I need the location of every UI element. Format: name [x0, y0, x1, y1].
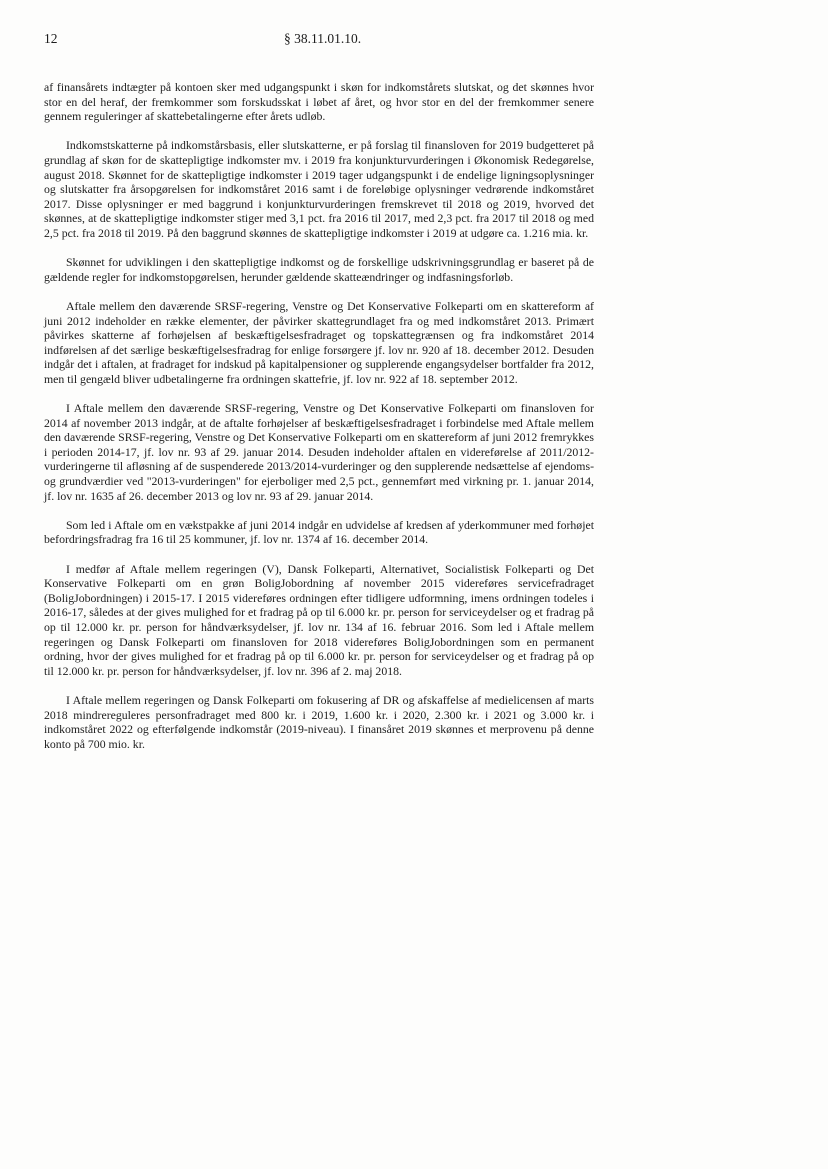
paragraph-tax-reform-2012: Aftale mellem den daværende SRSF-regering, Venstre og Det Konservative Folkeparti om en skattereform af juni 2012 indeholder en række elementer, der påvirker skattegrundlaget fra og med indkomståret 2013. Primært påvirkes skatterne af forhøjelsen af beskæftigelsesfradraget og topskattegrænsen og fra indkomståret 2014 indførelsen af det særlige beskæftigelsesfradrag for enlige forsørgere jf. lov nr. 920 af 18. december 2012. Desuden indgår det i aftalen, at fradraget for indskud på kapitalpensioner og supplerende engangsydelser bortfalder fra 2012, men til gengæld bliver udbetalingerne fra ordningen skattefrie, jf. lov nr. 922 af 18. september 2012.: [44, 298, 594, 386]
page-number: 12: [44, 31, 58, 46]
paragraph-boligjob-scheme: I medfør af Aftale mellem regeringen (V), Dansk Folkeparti, Alternativet, Socialistisk Folkeparti og Det Konservative Folkeparti om en grøn BoligJobordning af november 2015 videreføres servicefradraget (BoligJobordningen) i 2015-17. I 2015 videreføres ordningen efter tidligere udformning, imens ordningen todeles i 2016-17, således at der gives mulighed for et fradrag på op til 6.000 kr. pr. person for serviceydelser og et fradrag på op til 12.000 kr. pr. person for håndværksydelser, jf. lov nr. 134 af 16. februar 2016. Som led i Aftale mellem regeringen og Dansk Folkeparti om finansloven for 2018 videreføres BoligJobordningen som en permanent ordning, hvor der gives mulighed for et fradrag på op til 6.000 kr. pr. person for serviceydelser og et fradrag på op til 12.000 kr. pr. person for håndværksydelser, jf. lov nr. 396 af 2. maj 2018.: [44, 561, 594, 678]
paragraph-income-tax-basis: Indkomstskatterne på indkomstårsbasis, eller slutskatterne, er på forslag til finansloven for 2019 budgetteret på grundlag af skøn for de skattepligtige indkomster mv. i 2019 fra konjunkturvurderingen i Økonomisk Redegørelse, august 2018. Skønnet for de skattepligtige indkomster i 2019 tager udgangspunkt i de endelige ligningsoplysninger og slutskatter fra årsopgørelsen for indkomståret 2016 samt i de foreløbige oplysninger vedrørende indkomståret 2017. Disse oplysninger er med baggrund i konjunkturvurderingen fremskrevet til 2018 og 2019, hvorved det skønnes, at de skattepligtige indkomster stiger med 3,1 pct. fra 2016 til 2017, med 2,3 pct. fra 2017 til 2018 og med 2,5 pct. fra 2018 til 2019. På den baggrund skønnes de skattepligtige indkomster i 2019 at udgøre ca. 1.216 mia. kr.: [44, 138, 594, 240]
paragraph-growth-package-2014: Som led i Aftale om en vækstpakke af juni 2014 indgår en udvidelse af kredsen af yderkommuner med forhøjet befordringsfradrag fra 16 til 25 kommuner, jf. lov nr. 1374 af 16. december 2014.: [44, 517, 594, 547]
document-body: [44, 80, 594, 766]
paragraph-finance-act-2014: I Aftale mellem den daværende SRSF-regering, Venstre og Det Konservative Folkeparti om finansloven for 2014 af november 2013 indgår, at de aftalte forhøjelser af beskæftigelsesfradraget i forbindelse med Aftale mellem den daværende SRSF-regering, Venstre og Det Konservative Folkeparti om en skattereform af juni 2012 fremrykkes i perioden 2014-17, jf. lov nr. 93 af 29. januar 2014. Desuden indeholder aftalen en videreførelse af 2011/2012-vurderingerne til afløsning af de suspenderede 2013/2014-vurderinger og den supplerende nedsættelse af ejendoms- og grundværdier ved "2013-vurderingen" for ejerboliger med 2,5 pct., gennemført med virkning pr. 1. januar 2014, jf. lov nr. 1635 af 26. december 2013 og lov nr. 93 af 29. januar 2014.: [44, 401, 594, 503]
paragraph-media-license: I Aftale mellem regeringen og Dansk Folkeparti om fokusering af DR og afskaffelse af medielicensen af marts 2018 mindrereguleres personfradraget med 800 kr. i 2019, 1.600 kr. i 2020, 2.300 kr. i 2021 og 3.000 kr. i indkomståret 2022 og efterfølgende indkomstår (2019-niveau). I finansåret 2019 skønnes et merprovenu på denne konto på 700 mio. kr.: [44, 692, 594, 751]
section-reference: § 38.11.01.10.: [284, 31, 362, 46]
page-header: [44, 31, 604, 51]
paragraph-continuation: af finansårets indtægter på kontoen sker med udgangspunkt i skøn for indkomstårets slutskat, og det skønnes hvor stor en del heraf, der fremkommer som forskudsskat i løbet af året, og hvor stor en del der fremkommer senere gennem reguleringer af skattebetalingerne efter årets udløb.: [44, 80, 594, 124]
paragraph-estimate-basis: Skønnet for udviklingen i den skattepligtige indkomst og de forskellige udskrivningsgrundlag er baseret på de gældende regler for indkomstopgørelsen, herunder gældende skatteændringer og indfasningsforløb.: [44, 255, 594, 284]
